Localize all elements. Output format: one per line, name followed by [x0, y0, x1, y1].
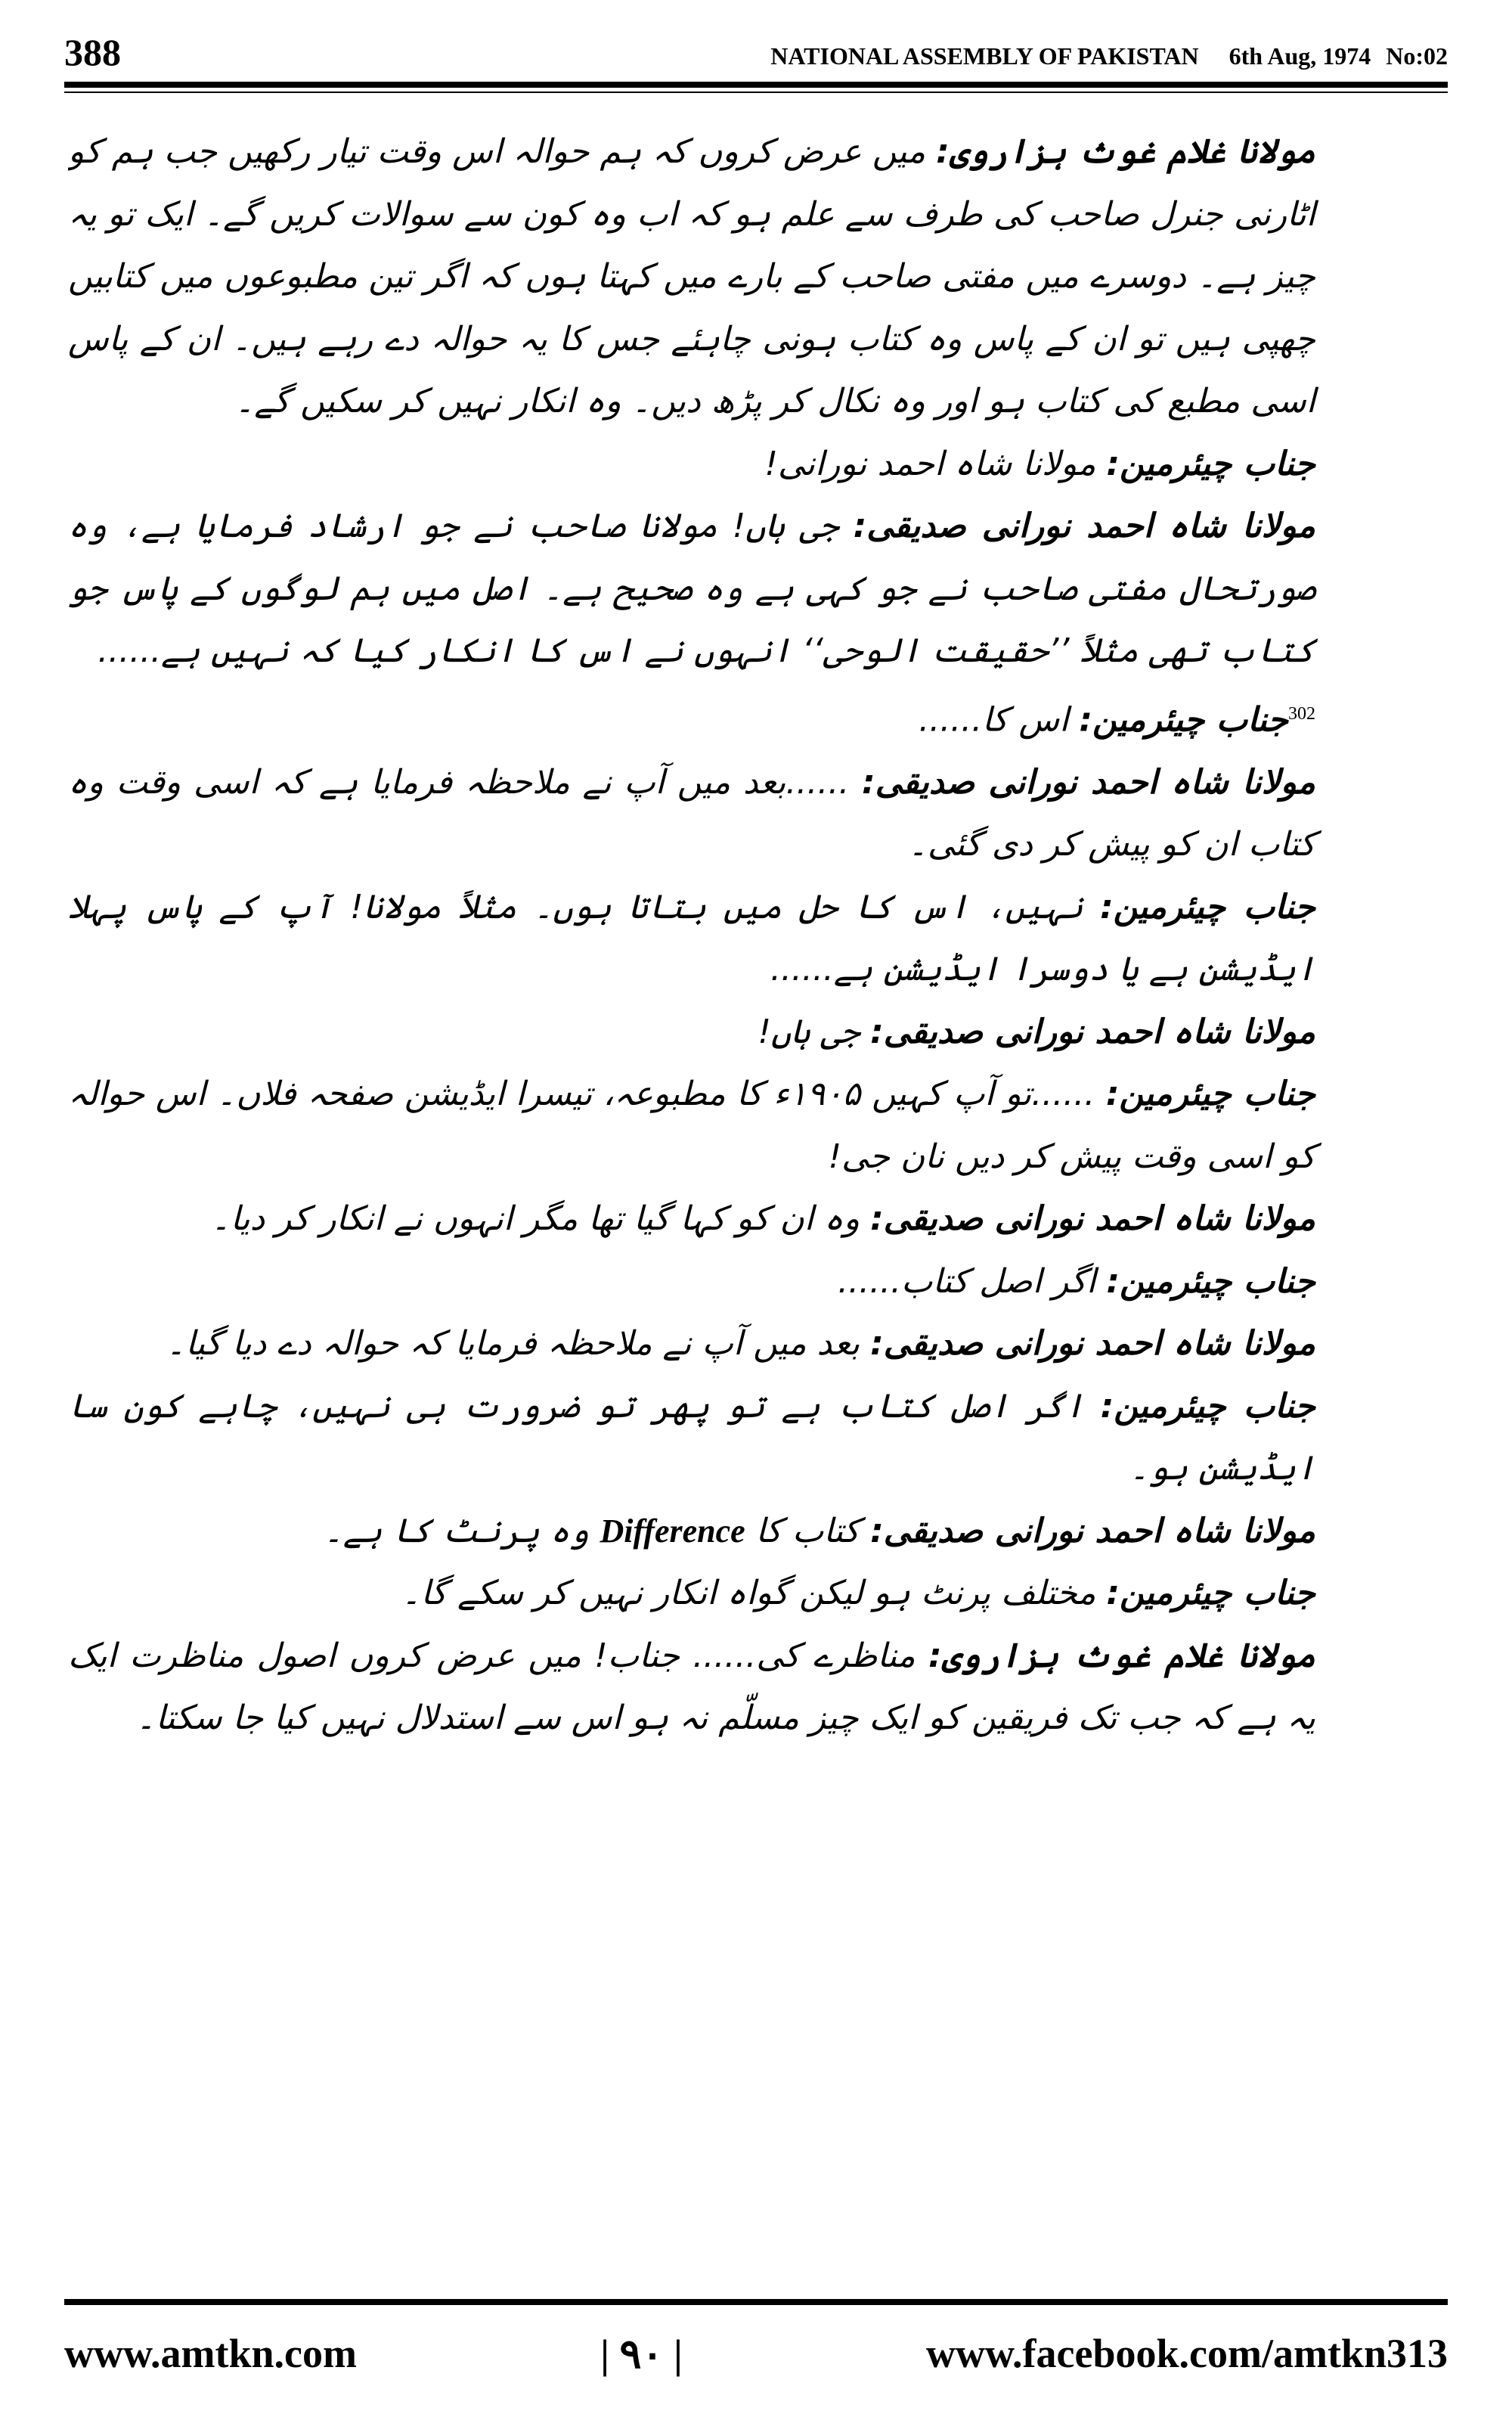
header-rule-thick	[64, 82, 1448, 88]
facebook-link[interactable]: www.facebook.com/amtkn313	[926, 2331, 1448, 2376]
session-number: No:02	[1386, 42, 1448, 70]
assembly-name: NATIONAL ASSEMBLY OF PAKISTAN	[770, 42, 1199, 70]
paragraph	[68, 1188, 1444, 1251]
paragraph	[68, 683, 1444, 752]
speaker-name: جناب چیئرمین:	[1105, 1075, 1315, 1114]
speech-text: ......بعد میں آپ نے ملاحظہ فرمایا ہے کہ اسی وقت وہ کتاب ان کو پیش کر دی گئی۔	[68, 762, 1315, 864]
footer-rule	[64, 2299, 1448, 2305]
speaker-name: مولانا غلام غوث ہزاروی:	[936, 132, 1315, 171]
paragraph	[68, 1500, 1444, 1563]
website-link[interactable]: www.amtkn.com	[64, 2331, 357, 2376]
speech-text: اگر اصل کتاب ہے تو پھر تو ضرورت ہی نہیں، چاہے کون سا ایڈیشن ہو۔	[68, 1386, 1315, 1488]
speaker-name: مولانا غلام غوث ہزاروی:	[928, 1636, 1315, 1675]
speaker-name: مولانا شاہ احمد نورانی صدیقی:	[870, 1199, 1315, 1239]
speech-text: ......تو آپ کہیں ۱۹۰۵ء کا مطبوعہ، تیسرا ایڈیشن صفحہ فلاں۔ اس حوالہ کو اسی وقت پیش کر دیں نان جی!	[68, 1075, 1315, 1176]
paragraph	[68, 121, 1444, 433]
footer-page-number: | ۹۰ |	[600, 2331, 683, 2377]
speech-text: بعد میں آپ نے ملاحظہ فرمایا کہ حوالہ دے دیا گیا۔	[166, 1324, 871, 1364]
english-term: Difference	[600, 1512, 745, 1550]
page-footer	[64, 2323, 1448, 2384]
paragraph	[68, 1313, 1444, 1376]
paragraph	[68, 1063, 1444, 1188]
paragraph	[68, 433, 1444, 496]
speech-text: اس کا......	[919, 700, 1080, 740]
speaker-name: مولانا شاہ احمد نورانی صدیقی:	[870, 1511, 1315, 1550]
speaker-name: جناب چیئرمین:	[1106, 1574, 1315, 1613]
speaker-name: مولانا شاہ احمد نورانی صدیقی:	[870, 1324, 1315, 1364]
speech-text: میں عرض کروں کہ ہم حوالہ اس وقت تیار رکھیں جب ہم کو اٹارنی جنرل صاحب کی طرف سے علم ہو کہ اب وہ کون سے سوالات کریں گے۔ ایک تو یہ چیز ہے۔ دوسرے میں مفتی صاحب کے بارے میں کہتا ہوں کہ اگر تین مطبوعوں میں کتابیں چھپی ہیں تو ان کے پاس وہ کتاب ہونی چاہئے جس کا یہ حوالہ دے رہے ہیں۔ ان کے پاس اسی مطبع کی کتاب ہو اور وہ نکال کر پڑھ دیں۔ وہ انکار نہیں کر سکیں گے۔	[68, 132, 1315, 420]
paragraph	[68, 1251, 1444, 1314]
speech-text: مختلف پرنٹ ہو لیکن گواہ انکار نہیں کر سکے گا۔	[401, 1574, 1107, 1613]
speech-text: وہ ان کو کہا گیا تھا مگر انہوں نے انکار کر دیا۔	[211, 1199, 871, 1239]
speaker-name: مولانا شاہ احمد نورانی صدیقی:	[862, 762, 1315, 802]
paragraph	[68, 1376, 1444, 1500]
paragraph	[68, 495, 1444, 683]
speech-text: وہ پرنٹ کا ہے۔	[324, 1511, 600, 1550]
transcript-body	[68, 121, 1444, 2238]
page-number-arabic: ۹۰	[619, 2331, 664, 2377]
speaker-name: جناب چیئرمین:	[1100, 1386, 1315, 1426]
speech-text: مناظرے کی...... جناب! میں عرض کروں اصول مناظرت ایک یہ ہے کہ جب تک فریقین کو ایک چیز مسلّم نہ ہو اس سے استدلال نہیں کیا جا سکتا۔	[68, 1636, 1315, 1738]
speaker-name: جناب چیئرمین:	[1106, 1261, 1315, 1301]
paragraph	[68, 1001, 1444, 1064]
running-head	[740, 42, 1448, 70]
speaker-name: جناب چیئرمین:	[1106, 444, 1315, 483]
paragraph	[68, 752, 1444, 876]
speech-text: جی ہاں!	[758, 1012, 871, 1051]
speaker-name: جناب چیئرمین:	[1079, 700, 1288, 740]
speech-text: جی ہاں! مولانا صاحب نے جو ارشاد فرمایا ہے، وہ صورتحال مفتی صاحب نے جو کہی ہے وہ صحیح ہے۔ اصل میں ہم لوگوں کے پاس جو کتاب تھی مثلاً ’’حقیقت الوحی‘‘ انہوں نے اس کا انکار کیا کہ نہیں ہے......	[68, 507, 1315, 670]
page-number: 388	[64, 31, 121, 73]
speaker-name: مولانا شاہ احمد نورانی صدیقی:	[853, 507, 1315, 545]
paragraph	[68, 876, 1444, 1001]
header-rule-thin	[64, 92, 1448, 93]
speaker-name: مولانا شاہ احمد نورانی صدیقی:	[870, 1012, 1315, 1051]
speech-text: اگر اصل کتاب......	[838, 1261, 1107, 1301]
speech-text: نہیں، اس کا حل میں بتاتا ہوں۔ مثلاً مولانا! آپ کے پاس پہلا ایڈیشن ہے یا دوسرا ایڈیشن ہے......	[68, 887, 1315, 989]
page-header	[64, 30, 1448, 83]
speech-text: کتاب کا	[745, 1511, 871, 1550]
speaker-name: جناب چیئرمین:	[1100, 887, 1316, 926]
paragraph	[68, 1562, 1444, 1625]
speech-text: مولانا شاہ احمد نورانی!	[764, 444, 1107, 483]
paragraph	[68, 1625, 1444, 1750]
footnote-marker: 302	[1288, 703, 1315, 724]
session-date: 6th Aug, 1974	[1228, 42, 1371, 70]
